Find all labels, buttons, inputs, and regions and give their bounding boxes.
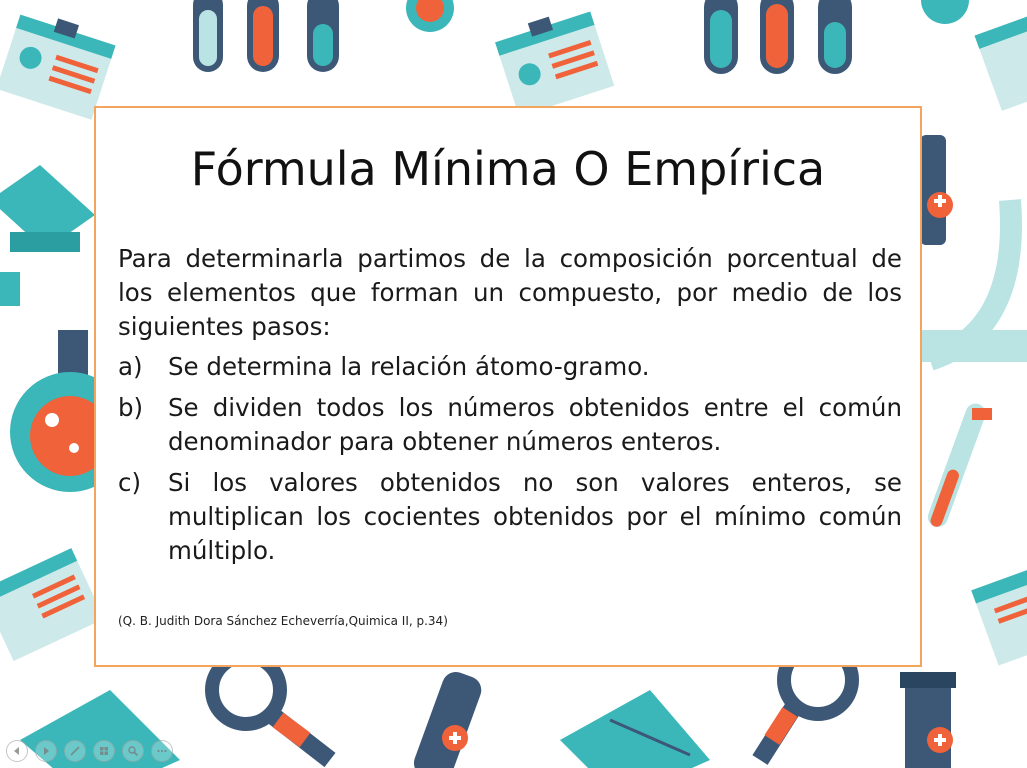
citation: (Q. B. Judith Dora Sánchez Echeverría,Quimica II, p.34) (118, 614, 448, 628)
magnifier-icon (127, 745, 139, 757)
id-card-icon (0, 548, 104, 661)
list-item-marker: a) (118, 352, 143, 381)
pen-tool-button[interactable] (64, 740, 86, 762)
slideshow-toolbar (6, 740, 173, 762)
id-card-icon (971, 566, 1027, 665)
test-tube-icon (247, 0, 279, 72)
test-tube-icon (704, 0, 738, 74)
next-slide-button[interactable] (35, 740, 57, 762)
arrow-right-icon (40, 745, 52, 757)
test-tube-icon (818, 0, 852, 74)
list-item (118, 350, 902, 384)
id-card-icon (493, 4, 615, 117)
list-item-marker: b) (118, 393, 144, 422)
list-item (118, 466, 902, 568)
magnifying-glass-icon (212, 656, 330, 760)
list-item-marker: c) (118, 468, 142, 497)
steps-list (118, 350, 902, 568)
graduation-cap-icon (560, 690, 710, 768)
slide-body (118, 242, 902, 575)
microscope-icon (410, 668, 485, 768)
id-card-icon (0, 7, 118, 120)
list-item-text: Se determina la relación átomo-gramo. (168, 352, 650, 381)
grid-icon (98, 745, 110, 757)
slide-grid-button[interactable] (93, 740, 115, 762)
content-box (94, 106, 922, 667)
test-tube-icon (193, 0, 223, 72)
test-tube-icon (925, 401, 988, 530)
graduation-cap-icon (0, 165, 95, 252)
more-options-button[interactable] (151, 740, 173, 762)
microscope-icon (920, 135, 1027, 362)
zoom-button[interactable] (122, 740, 144, 762)
pen-icon (69, 745, 81, 757)
arrow-left-icon (11, 745, 23, 757)
slide-title: Fórmula Mínima O Empírica (190, 142, 826, 196)
test-tube-icon (307, 0, 339, 72)
intro-paragraph: Para determinarla partimos de la composición porcentual de los elementos que forman un compuesto, por medio de los siguientes pasos: (118, 244, 902, 341)
previous-slide-button[interactable] (6, 740, 28, 762)
microscope-icon (900, 672, 956, 768)
test-tube-icon (760, 0, 794, 74)
id-card-icon (975, 12, 1027, 111)
list-item-text: Si los valores obtenidos no son valores enteros, se multiplican los cocientes obtenidos por el mínimo común múltiplo. (168, 468, 902, 565)
list-item (118, 391, 902, 459)
list-item-text: Se dividen todos los números obtenidos entre el común denominador para obtener números enteros. (168, 393, 902, 456)
ellipsis-icon (156, 745, 168, 757)
